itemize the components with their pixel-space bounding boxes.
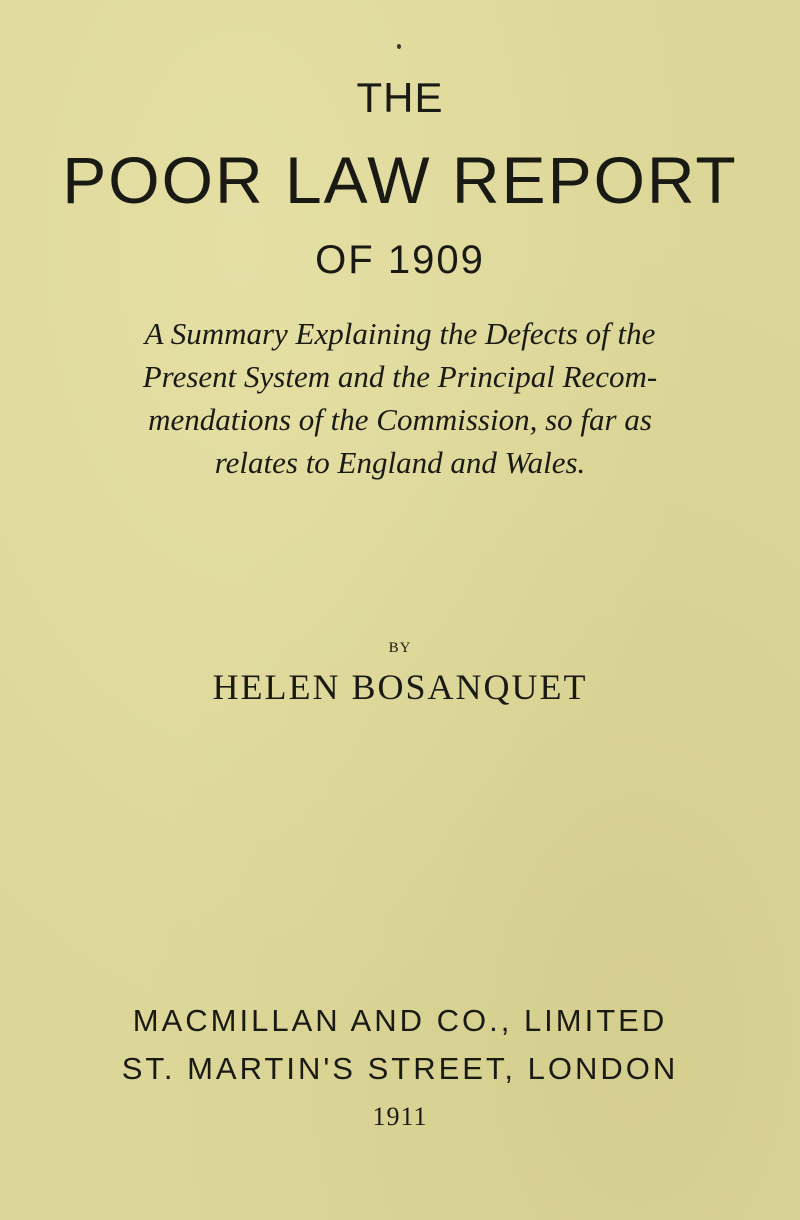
- publisher-address: ST. MARTIN'S STREET, LONDON: [121, 1051, 679, 1086]
- subtitle-line: Present System and the Principal Recom-: [142, 359, 658, 394]
- book-title: POOR LAW REPORT: [62, 143, 738, 217]
- author-name: HELEN BOSANQUET: [212, 667, 588, 707]
- heading-the: THE: [356, 74, 444, 121]
- by-label: BY: [388, 640, 412, 656]
- publication-year: 1911: [372, 1102, 428, 1131]
- ink-speck: [397, 44, 401, 49]
- subtitle: [100, 312, 700, 484]
- subtitle-line: mendations of the Commission, so far as: [148, 402, 652, 437]
- subtitle-line: relates to England and Wales.: [214, 445, 586, 480]
- publisher-name: MACMILLAN AND CO., LIMITED: [132, 1003, 668, 1038]
- subtitle-line: A Summary Explaining the Defects of the: [144, 316, 656, 351]
- report-year: OF 1909: [315, 238, 485, 282]
